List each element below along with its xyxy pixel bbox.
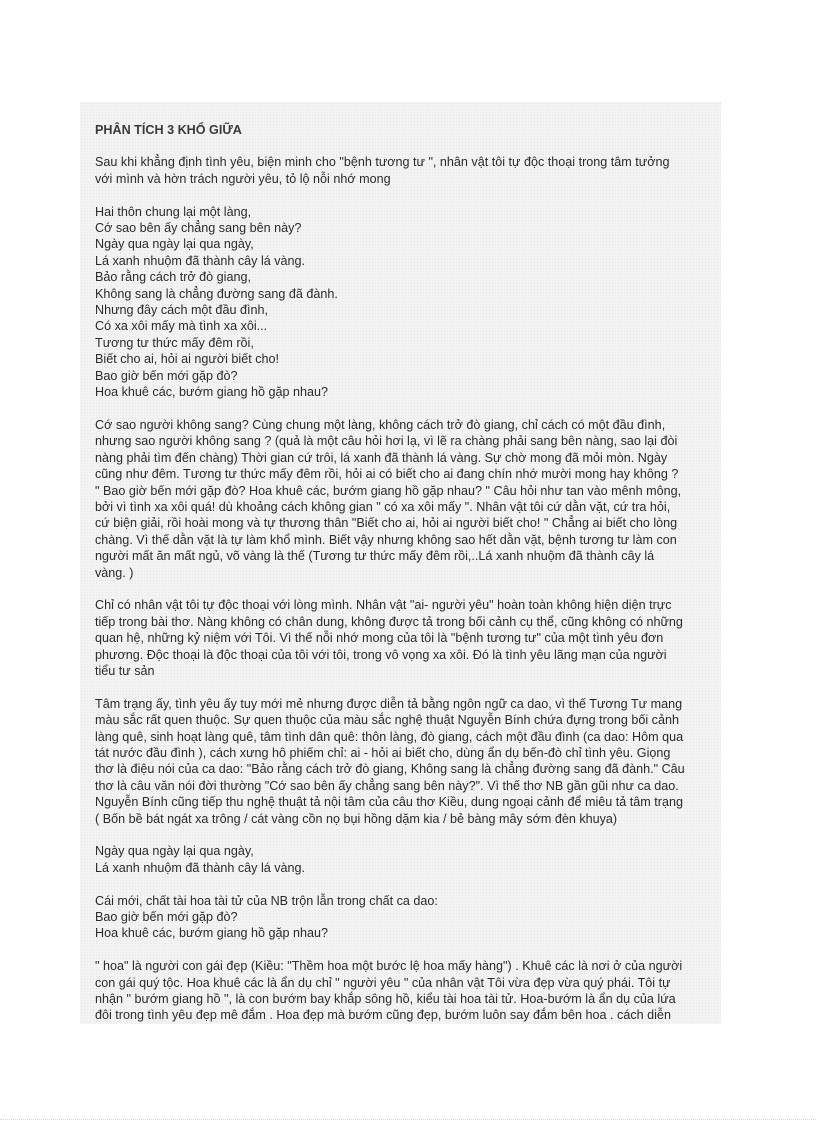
text-line: bởi vì tình xa xôi quá! dù khoảng cách không gian " có xa xôi mấy ". Nhân vật tôi cứ dằn vặt, cứ tra hỏi, (95, 499, 671, 514)
document-content (95, 122, 713, 1024)
poem-line: Không sang là chẳng đường sang đã đành. (95, 286, 338, 301)
text-line: con gái quý tộc. Hoa khuê các là ẩn dụ chỉ " người yêu " của nhân vật Tôi vừa đẹp vừa quý phái. Tôi tự (95, 975, 671, 990)
text-line: người mất ăn mất ngủ, võ vàng là thế (Tương tư thức mấy đêm rồi,..Lá xanh nhuộm đã thành cây lá (95, 549, 655, 564)
text-line: " Bao giờ bến mới gặp đò? Hoa khuê các, bướm giang hồ gặp nhau? " Câu hỏi như tan vào mênh mông, (95, 483, 682, 498)
analysis-paragraph-3 (95, 696, 713, 827)
text-line: đôi trong tình yêu đẹp mê đắm . Hoa đẹp mà bướm cũng đẹp, bướm luôn say đắm bên hoa . cách diễn (95, 1008, 671, 1023)
text-line: Sau khi khẳng định tình yêu, biện minh cho "bệnh tương tư ", nhân vật tôi tự độc thoại trong tâm tưởng (95, 155, 670, 170)
text-line: tát nước đầu đình ), cách xưng hô phiếm chỉ: ai - hỏi ai biết cho, dùng ẩn dụ bến-đò chỉ tình yêu. Giọng (95, 745, 671, 760)
poem-line: Lá xanh nhuộm đã thành cây lá vàng. (95, 860, 306, 875)
text-line: Tâm trạng ấy, tình yêu ấy tuy mới mẻ nhưng được diễn tả bằng ngôn ngữ ca dao, vì thế Tương Tư mang (95, 696, 683, 711)
text-line: thơ là câu văn nói đời thường "Cớ sao bên ấy chẳng sang bên này?". Vì thế thơ NB gần gũi như ca dao. (95, 778, 679, 793)
poem-line: Lá xanh nhuộm đã thành cây lá vàng. (95, 253, 306, 268)
text-line: Cái mới, chất tài hoa tài tử của NB trộn lẫn trong chất ca dao: (95, 893, 438, 908)
text-line: Cớ sao người không sang? Cùng chung một làng, không cách trở đò giang, chỉ cách có một đầu đình, (95, 417, 666, 432)
poem-line: Bao giờ bến mới gặp đò? (95, 910, 238, 924)
poem-line: Bảo rằng cách trở đò giang, (95, 270, 251, 285)
analysis-paragraph-4 (95, 893, 713, 942)
text-line: phương. Độc thoại là độc thoại của tôi với tôi, trong vô vọng xa xôi. Đó là tình yêu lãng mạn của người (95, 647, 667, 662)
text-line: nàng phải tìm đến chàng) Thời gian cứ trôi, lá xanh đã thành lá vàng. Sự chờ mong đã mỏi mòn. Ngày (95, 450, 668, 465)
analysis-paragraph-2 (95, 597, 713, 679)
document-page (80, 102, 721, 1024)
poem-line: Nhưng đây cách một đầu đình, (95, 303, 268, 318)
text-line: Chỉ có nhân vật tôi tự độc thoại với lòng mình. Nhân vật "ai- người yêu" hoàn toàn không hiện diện trực (95, 598, 672, 613)
text-line: nhưng sao người không sang ? (quả là một câu hỏi hơi lạ, vì lẽ ra chàng phải sang bên nàng, sao lại đòi (95, 434, 678, 449)
text-line: Nguyễn Bính cũng tiếp thu nghệ thuật tả nội tâm của câu thơ Kiều, dung ngoại cảnh để miêu tả tâm trạng (95, 795, 683, 810)
text-line: ( Bốn bề bát ngát xa trông / cát vàng cồn nọ bụi hồng dặm kia / bẻ bàng mây sớm đèn khuya) (95, 811, 618, 826)
analysis-paragraph-5 (95, 958, 713, 1024)
page-title: PHÂN TÍCH 3 KHỔ GIỮA (95, 123, 242, 137)
poem-line: Tương tư thức mấy đêm rồi, (95, 335, 254, 350)
poem-line: Hoa khuê các, bướm giang hồ gặp nhau? (95, 385, 329, 400)
text-line: chàng. Vì thế dằn vặt là tự làm khổ mình. Biết vậy nhưng không sao hết dằn vặt, bệnh tương tư làm con (95, 532, 677, 547)
text-line: tiểu tư sản (95, 663, 155, 678)
text-line: làng quê, sinh hoạt làng quê, tâm tình dân quê: thôn làng, đò giang, cách một đầu đình (ca dao: Hôm qua (95, 729, 684, 744)
page-divider (0, 1119, 816, 1120)
text-line: vàng. ) (95, 565, 134, 580)
intro-paragraph (95, 154, 713, 187)
poem-quote (95, 843, 713, 876)
text-line: cũng như đêm. Tương tư thức mấy đêm rồi, hỏi ai có biết cho ai đang chín nhớ mười mong hay không ? (95, 467, 679, 482)
text-line: màu sắc rất quen thuộc. Sự quen thuộc của màu sắc nghệ thuật Nguyễn Bính chứa đựng trong bối cảnh (95, 713, 679, 728)
text-line: cứ biện giải, rồi hoài mong và tự thương thân "Biết cho ai, hỏi ai người biết cho! " Chẳng ai biết cho lòng (95, 516, 678, 531)
poem-line: Bao giờ bến mới gặp đò? (95, 368, 238, 383)
analysis-paragraph-1 (95, 417, 713, 581)
text-line: với mình và hờn trách người yêu, tỏ lộ nỗi nhớ mong (95, 171, 391, 186)
poem-line: Biết cho ai, hỏi ai người biết cho! (95, 352, 280, 367)
text-line: thơ là điệu nói của ca dao: "Bảo rằng cách trở đò giang, Không sang là chẳng đường sang đã đành." Câu (95, 762, 685, 777)
poem-line: Cớ sao bên ấy chẳng sang bên này? (95, 221, 302, 236)
poem-line: Có xa xôi mấy mà tình xa xôi... (95, 319, 268, 334)
text-line: " hoa" là người con gái đẹp (Kiều: "Thềm hoa một bước lệ hoa mấy hàng") . Khuê các là nơi ở của người (95, 959, 683, 974)
text-line: quan hệ, những kỷ niệm với Tôi. Vì thế nỗi nhớ mong của tôi là "bệnh tương tư" của một tình yêu đơn (95, 631, 664, 646)
poem-line: Ngày qua ngày lại qua ngày, (95, 844, 254, 859)
text-line: nhận " bướm giang hồ ", là con bướm bay khắp sông hồ, kiểu tài hoa tài tử. Hoa-bướm là ẩn dụ của lứa (95, 992, 676, 1007)
text-line: tiếp trong bài thơ. Nàng không có chân dung, không được tả trong bối cảnh cụ thể, cũng không có những (95, 614, 683, 629)
poem-excerpt (95, 204, 713, 401)
poem-line: Ngày qua ngày lại qua ngày, (95, 237, 254, 252)
poem-line: Hai thôn chung lại một làng, (95, 204, 252, 219)
poem-line: Hoa khuê các, bướm giang hồ gặp nhau? (95, 926, 329, 941)
